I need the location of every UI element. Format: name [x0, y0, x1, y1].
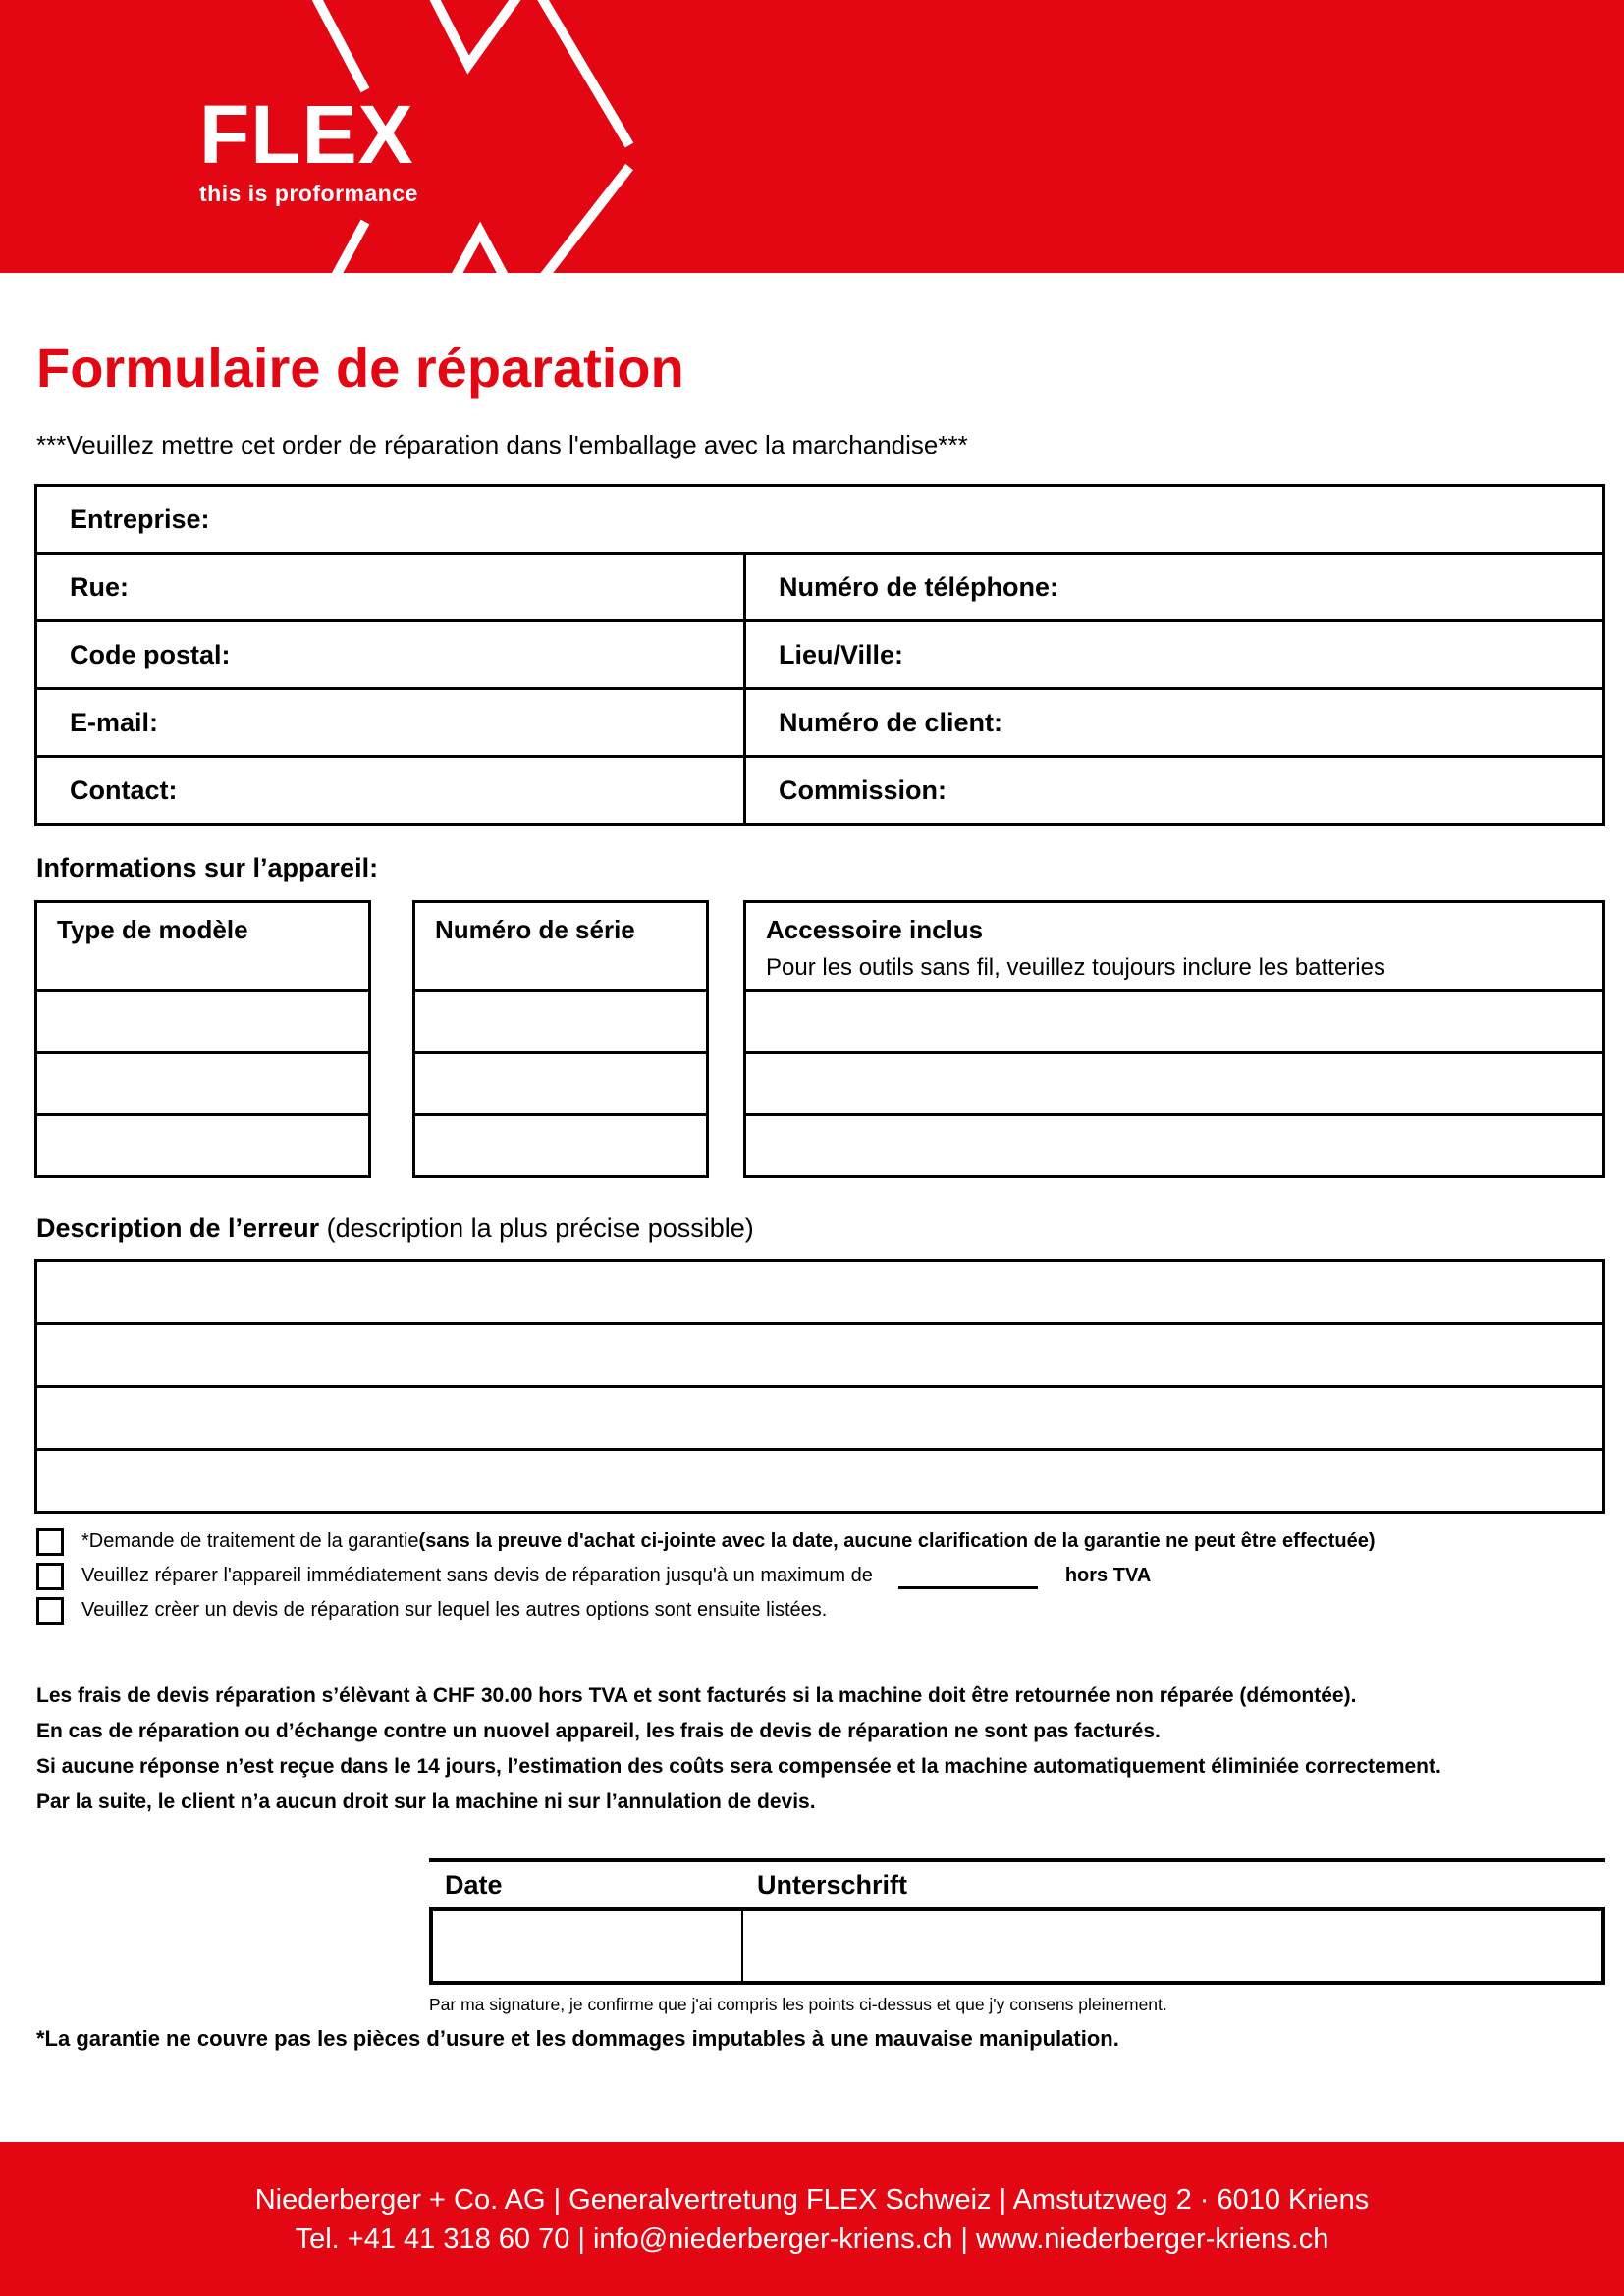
table-row [37, 552, 1602, 619]
repair-immediately-option [36, 1559, 1607, 1593]
footer-contact-line: Tel. +41 41 318 60 70 | info@niederberger-kriens.ch | www.niederberger-kriens.ch [295, 2222, 1329, 2255]
rue-field[interactable] [37, 555, 743, 619]
serial-number-input-row[interactable] [415, 1113, 706, 1175]
repair-immediately-text: Veuillez réparer l'appareil immédiatement sans devis de réparation jusqu'à un maximum de [81, 1565, 873, 1586]
lieu-ville-label: Lieu/Ville: [779, 639, 904, 669]
flex-logo [199, 88, 418, 206]
warranty-claim-option [36, 1524, 1607, 1559]
unterschrift-label: Unterschrift [757, 1869, 908, 1899]
numero-client-field[interactable] [743, 690, 1602, 755]
serial-number-table [412, 900, 709, 1178]
error-description-table [34, 1259, 1605, 1514]
table-row [37, 755, 1602, 823]
signature-input-cell[interactable] [743, 1911, 1601, 1981]
flex-logo-tagline: this is proformance [199, 181, 418, 206]
error-section-heading [36, 1213, 754, 1244]
model-type-input-row[interactable] [37, 1113, 368, 1175]
serial-number-input-row[interactable] [415, 1051, 706, 1113]
table-row [37, 619, 1602, 687]
brand-header [0, 0, 1624, 273]
flex-logo-text: FLEX [199, 88, 414, 181]
packing-instruction: ***Veuillez mettre cet order de réparation dans l'emballage avec la marchandise*** [36, 430, 968, 459]
error-description-row[interactable] [37, 1385, 1602, 1448]
error-description-row[interactable] [37, 1322, 1602, 1385]
table-row [37, 687, 1602, 755]
error-description-row[interactable] [37, 1262, 1602, 1322]
terms-line: Si aucune réponse n’est reçue dans le 14 jours, l’estimation des coûts sera compensée et la machine automatiquement éliminiée correctement. [36, 1755, 1441, 1778]
accessories-input-row[interactable] [746, 1051, 1602, 1113]
error-heading-bold: Description de l’erreur [36, 1213, 320, 1243]
numero-client-label: Numéro de client: [779, 707, 1003, 737]
table-row [37, 487, 1602, 552]
model-type-table [34, 900, 371, 1178]
terms-line: Par la suite, le client n’a aucun droit sur la machine ni sur l’annulation de devis. [36, 1790, 816, 1813]
rue-label: Rue: [70, 571, 129, 602]
terms-line: En cas de réparation ou d’échange contre un nuovel appareil, les frais de devis de réparation ne sont pas facturés. [36, 1720, 1161, 1742]
page-title: Formulaire de réparation [36, 337, 684, 399]
warranty-claim-text: *Demande de traitement de la garantie [81, 1530, 419, 1552]
serial-number-header: Numéro de série [435, 915, 635, 944]
model-type-input-row[interactable] [37, 1051, 368, 1113]
device-section-heading: Informations sur l’appareil: [36, 853, 379, 882]
repair-quote-option [36, 1593, 1607, 1628]
serial-number-input-row[interactable] [415, 989, 706, 1051]
hors-tva-label: hors TVA [1064, 1565, 1152, 1586]
signature-labels [429, 1862, 1605, 1907]
commission-field[interactable] [743, 758, 1602, 823]
repair-quote-checkbox[interactable] [36, 1597, 64, 1625]
entreprise-field[interactable] [37, 487, 1602, 552]
signature-block [429, 1858, 1605, 2015]
contact-person-label: Contact: [70, 774, 178, 805]
footer-address-line: Niederberger + Co. AG | Generalvertretung FLEX Schweiz | Amstutzweg 2 · 6010 Kriens [254, 2183, 1370, 2216]
telephone-label: Numéro de téléphone: [779, 571, 1059, 602]
code-postal-label: Code postal: [70, 639, 231, 669]
company-footer [0, 2142, 1624, 2296]
terms-paragraph [36, 1679, 1607, 1820]
contact-person-field[interactable] [37, 758, 743, 823]
max-amount-blank[interactable] [898, 1563, 1038, 1589]
entreprise-label: Entreprise: [70, 504, 210, 534]
accessories-table [743, 900, 1605, 1178]
model-type-input-row[interactable] [37, 989, 368, 1051]
commission-label: Commission: [779, 774, 947, 805]
email-label: E-mail: [70, 707, 159, 737]
accessories-header [746, 903, 1602, 989]
date-input-cell[interactable] [433, 1911, 743, 1981]
error-heading-rest: (description la plus précise possible) [319, 1213, 754, 1243]
model-type-header: Type de modèle [57, 915, 248, 944]
code-postal-field[interactable] [37, 622, 743, 687]
repair-immediately-checkbox[interactable] [36, 1563, 64, 1590]
accessories-input-row[interactable] [746, 989, 1602, 1051]
accessories-note: Pour les outils sans fil, veuillez toujours inclure les batteries [766, 954, 1385, 981]
signature-caption: Par ma signature, je confirme que j'ai compris les points ci-dessus et que j'y consens pleinement. [429, 1995, 1167, 2014]
email-field[interactable] [37, 690, 743, 755]
repair-options [36, 1524, 1607, 1628]
warranty-note: *La garantie ne couvre pas les pièces d’usure et les dommages imputables à une mauvaise manipulation. [36, 2026, 1119, 2051]
telephone-field[interactable] [743, 555, 1602, 619]
signature-box [429, 1907, 1605, 1985]
accessories-input-row[interactable] [746, 1113, 1602, 1175]
warranty-claim-checkbox[interactable] [36, 1528, 64, 1556]
repair-quote-text: Veuillez crèer un devis de réparation sur lequel les autres options sont ensuite listées. [81, 1599, 828, 1621]
contact-table [34, 484, 1605, 826]
date-label: Date [445, 1869, 503, 1899]
error-description-row[interactable] [37, 1448, 1602, 1511]
lieu-ville-field[interactable] [743, 622, 1602, 687]
warranty-claim-text-bold: (sans la preuve d'achat ci-jointe avec la date, aucune clarification de la garantie ne peut être effectuée) [418, 1530, 1376, 1552]
terms-line: Les frais de devis réparation s’élèvant à CHF 30.00 hors TVA et sont facturés si la machine doit être retournée non réparée (démontée). [36, 1684, 1357, 1707]
accessories-title: Accessoire inclus [766, 915, 984, 944]
